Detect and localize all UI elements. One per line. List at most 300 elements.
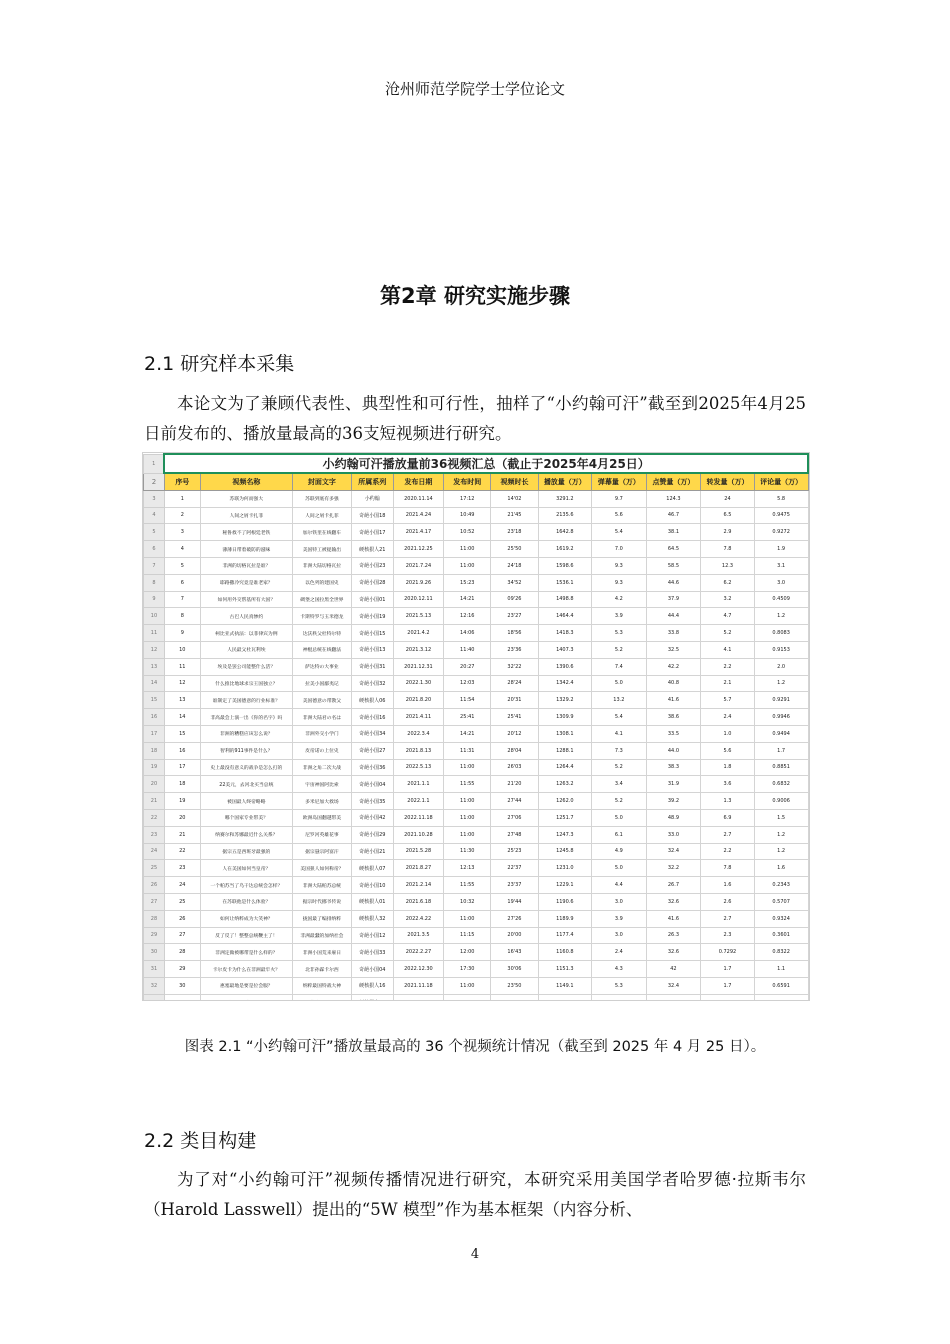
table-cell: 3 [164, 524, 200, 541]
table-cell: 28'24 [491, 675, 538, 692]
table-cell: 32.2 [646, 860, 701, 877]
table-cell: 1309.9 [538, 709, 592, 726]
table-cell: 25 [164, 893, 200, 910]
table-cell: 3.2 [701, 591, 755, 608]
table-cell: 宇宙神国阿比索 [293, 776, 352, 793]
table-cell: 41.6 [646, 692, 701, 709]
column-header: 封面文字 [293, 473, 352, 490]
table-cell: 4.2 [592, 591, 647, 608]
table-cell: 非洲定做被哪带是什么样的？ [200, 944, 292, 961]
table-cell: 北非孙霖卡尔西 [293, 961, 352, 978]
table-cell: 秘鲁救不了阿根廷老铁 [200, 524, 292, 541]
table-cell: 2021.4.2 [393, 625, 443, 642]
header-row: 2 序号 视频名称 封面文字 所属系列 发布日期 发布时间 视频时长 播放量（万） 弹幕量（万） 点赞量（万） 转发量（万） 评论量（万） [144, 473, 809, 490]
table-cell: 以色列的建国史 [293, 574, 352, 591]
table-cell: 5.6 [701, 742, 755, 759]
table-cell: 20'12 [491, 725, 538, 742]
table-cell: 48.9 [646, 809, 701, 826]
row-number: 11 [144, 625, 165, 642]
row-number: 23 [144, 826, 165, 843]
table-cell: 非洲大陆君の名は [293, 709, 352, 726]
table-row [144, 725, 809, 742]
row-number: 12 [144, 641, 165, 658]
table-cell: 27'44 [491, 793, 538, 810]
table-cell: 32.6 [646, 893, 701, 910]
table-cell: 1498.8 [538, 591, 592, 608]
row-number: 25 [144, 860, 165, 877]
table-cell: 21'45 [491, 507, 538, 524]
table-cell: 18 [164, 776, 200, 793]
table-cell: 苏联为何而强大 [200, 490, 292, 507]
table-cell: 7.0 [592, 541, 647, 558]
table-cell: 14:21 [444, 725, 491, 742]
row-number: 5 [144, 524, 165, 541]
table-cell: 人间之屑卡扎菲 [200, 507, 292, 524]
table-cell: 21 [164, 826, 200, 843]
table-cell: 非洲的切格瓦拉是谁？ [200, 557, 292, 574]
table-cell: 奇葩小国32 [351, 675, 393, 692]
table-cell: 23'18 [491, 524, 538, 541]
table-cell: 11 [164, 658, 200, 675]
table-cell: 5.2 [592, 793, 647, 810]
table-cell: 硬核狠人16 [351, 977, 393, 994]
table-cell: 5.0 [592, 675, 647, 692]
table-row [144, 692, 809, 709]
table-row [144, 524, 809, 541]
table-cell [393, 994, 443, 1001]
table-cell: 非洲的糟糕应该怎么说？ [200, 725, 292, 742]
table-cell: 17 [164, 759, 200, 776]
table-cell: 0.6591 [754, 977, 808, 994]
table-cell: 32.6 [646, 944, 701, 961]
table-cell: 奇葩小国42 [351, 809, 393, 826]
table-cell: 1342.4 [538, 675, 592, 692]
table-cell: 6 [164, 574, 200, 591]
table-cell: 反了反了！整整总统鞭主了！ [200, 927, 292, 944]
table-cell: 10:52 [444, 524, 491, 541]
table-cell: 人间之屑卡扎菲 [293, 507, 352, 524]
table-cell: 2022.5.13 [393, 759, 443, 776]
table-cell: 1642.8 [538, 524, 592, 541]
table-cell: 15 [164, 725, 200, 742]
table-cell: 38.6 [646, 709, 701, 726]
figure-caption: 图表 2.1 “小约翰可汗”播放量最高的 36 个视频统计情况（截至到 2025 年 4 月 25 日）。 [184, 1039, 766, 1055]
table-row [144, 927, 809, 944]
table-cell: 19'44 [491, 893, 538, 910]
table-cell: 2021.8.20 [393, 692, 443, 709]
table-cell: 1 [164, 490, 200, 507]
table-cell: 硬核狠人21 [351, 541, 393, 558]
table-cell: 奇葩小国19 [351, 608, 393, 625]
table-cell: 4.7 [701, 608, 755, 625]
table-cell: 26.7 [646, 877, 701, 894]
table-cell: 1536.1 [538, 574, 592, 591]
table-cell: 奇葩小国17 [351, 524, 393, 541]
table-cell: 非洲大陆切格瓦拉 [293, 557, 352, 574]
table-cell: 2.7 [701, 910, 755, 927]
table-row [144, 742, 809, 759]
table-cell: 2.7 [701, 826, 755, 843]
row-number: 14 [144, 675, 165, 692]
table-cell: 2020.11.14 [393, 490, 443, 507]
table-cell: 27'26 [491, 910, 538, 927]
table-cell: 38.1 [646, 524, 701, 541]
table-cell: 32.4 [646, 843, 701, 860]
table-cell: 奇葩小国33 [351, 944, 393, 961]
table-cell: 4 [164, 541, 200, 558]
table-cell: 1.9 [754, 541, 808, 558]
table-cell: 苏联到底有多强 [293, 490, 352, 507]
table-cell [491, 994, 538, 1001]
table-cell: 0.6832 [754, 776, 808, 793]
table-cell: 1177.4 [538, 927, 592, 944]
table-cell: 64.5 [646, 541, 701, 558]
row-number: 30 [144, 944, 165, 961]
table-cell: 2021.8.13 [393, 742, 443, 759]
table-cell: 奇葩小国36 [351, 759, 393, 776]
table-cell: 11:00 [444, 759, 491, 776]
table-cell: 欧洲岛国翻越带美 [293, 809, 352, 826]
column-header: 转发量（万） [701, 473, 755, 490]
table-cell: 26.3 [646, 927, 701, 944]
table-cell: 1418.3 [538, 625, 592, 642]
table-cell: 3.4 [592, 776, 647, 793]
table-cell: 3.0 [754, 574, 808, 591]
table-cell: 22 [164, 843, 200, 860]
table-cell: 0.8083 [754, 625, 808, 642]
table-cell: 1.2 [754, 843, 808, 860]
table-cell [701, 994, 755, 1001]
table-cell: 1390.6 [538, 658, 592, 675]
table-cell: 奇葩小国28 [351, 574, 393, 591]
table-cell: 5.3 [592, 977, 647, 994]
table-cell: 1407.3 [538, 641, 592, 658]
table-cell: 2022.11.18 [393, 809, 443, 826]
table-cell: 5.8 [754, 490, 808, 507]
table-cell: 美国狠人如何称帝？ [293, 860, 352, 877]
table-cell: 5.4 [592, 524, 647, 541]
table-cell: 2021.3.12 [393, 641, 443, 658]
table-cell: 4.1 [592, 725, 647, 742]
table-cell: 09'26 [491, 591, 538, 608]
table-cell: 硬核狠人06 [351, 692, 393, 709]
table-cell: 2.4 [701, 709, 755, 726]
table-row [144, 793, 809, 810]
row-number [144, 994, 165, 1001]
table-row [144, 877, 809, 894]
table-cell: 6.5 [701, 507, 755, 524]
table-cell: 据宗悬宗阿富汗 [293, 843, 352, 860]
table-cell: 25'50 [491, 541, 538, 558]
table-cell: 29 [164, 961, 200, 978]
table-cell: 13.2 [592, 692, 647, 709]
table-cell: 24'18 [491, 557, 538, 574]
table-row [144, 843, 809, 860]
table-row [144, 910, 809, 927]
table-cell: 2021.4.24 [393, 507, 443, 524]
table-cell: 尼罗河英雄花事 [293, 826, 352, 843]
table-cell: 5.4 [592, 709, 647, 726]
table-cell: 1.3 [701, 793, 755, 810]
table-cell: 1262.0 [538, 793, 592, 810]
table-cell: 1.7 [701, 961, 755, 978]
table-cell: 奇葩小国16 [351, 709, 393, 726]
table-cell: 2 [164, 507, 200, 524]
table-cell: 23'36 [491, 641, 538, 658]
table-cell: 什么推比地球求宗王国独立？ [200, 675, 292, 692]
table-row [144, 490, 809, 507]
section-heading-2-1: 2.1 研究样本采集 [144, 353, 295, 375]
table-cell: 1.2 [754, 826, 808, 843]
table-cell: 2022.1.30 [393, 675, 443, 692]
table-cell: 卡尔皮卡为什么在非洲最牢火？ [200, 961, 292, 978]
table-cell: 2021.10.28 [393, 826, 443, 843]
table-cell: 13 [164, 692, 200, 709]
table-cell: 24 [164, 877, 200, 894]
table-cell: 7 [164, 591, 200, 608]
table-row [144, 574, 809, 591]
table-cell: 12:16 [444, 608, 491, 625]
table-cell: 在苏联他是什么体验？ [200, 893, 292, 910]
table-cell: 达沃秩父杜特尔特 [293, 625, 352, 642]
table-cell: 23'27 [491, 608, 538, 625]
table-cell: 32.4 [646, 977, 701, 994]
table-row [144, 591, 809, 608]
table-cell: 11:00 [444, 809, 491, 826]
table-cell: 41.6 [646, 910, 701, 927]
table-row [144, 658, 809, 675]
table-cell: 奇葩小国04 [351, 961, 393, 978]
table-cell: 7.8 [701, 541, 755, 558]
table-cell: 2021.4.17 [393, 524, 443, 541]
table-cell: 纳赛尔和苏娜最近什么关系？ [200, 826, 292, 843]
table-cell: 0.9946 [754, 709, 808, 726]
row-number: 13 [144, 658, 165, 675]
table-cell: 美国特工被捉输出 [293, 541, 352, 558]
table-row [144, 994, 809, 1001]
table-cell: 38.3 [646, 759, 701, 776]
row-number: 18 [144, 742, 165, 759]
table-cell: 16'43 [491, 944, 538, 961]
video-stats-table [143, 453, 809, 1001]
table-cell: 4.1 [701, 641, 755, 658]
table-cell: 1.7 [701, 977, 755, 994]
table-cell: 23'37 [491, 877, 538, 894]
table-cell: 据宗时代挪爷传说 [293, 893, 352, 910]
table-cell: 20'31 [491, 692, 538, 709]
table-cell: 44.6 [646, 574, 701, 591]
table-cell: 5.7 [701, 692, 755, 709]
table-cell: 11:00 [444, 910, 491, 927]
table-cell: 2.4 [592, 944, 647, 961]
table-cell: 23 [164, 860, 200, 877]
table-cell: 33.8 [646, 625, 701, 642]
table-cell: 非洲外交小学门 [293, 725, 352, 742]
row-number: 28 [144, 910, 165, 927]
table-cell: 1251.7 [538, 809, 592, 826]
section-2-1-paragraph: 本论文为了兼顾代表性、典型性和可行性，抽样了“小约翰可汗”截至到2025年4月25日前发布的、播放量最高的36支短视频进行研究。 [144, 394, 806, 443]
table-cell: 小约翰 [351, 490, 393, 507]
table-cell: 7.8 [701, 860, 755, 877]
table-cell: 3.1 [754, 557, 808, 574]
table-cell: 6.2 [701, 574, 755, 591]
table-cell: 1288.1 [538, 742, 592, 759]
table-cell: 27'48 [491, 826, 538, 843]
table-cell: 5.3 [592, 625, 647, 642]
table-cell: 12.3 [701, 557, 755, 574]
column-header: 发布时间 [444, 473, 491, 490]
table-cell: 18'56 [491, 625, 538, 642]
table-cell: 14 [164, 709, 200, 726]
table-cell: 2021.11.18 [393, 977, 443, 994]
table-cell: 3291.2 [538, 490, 592, 507]
table-cell: 11:54 [444, 692, 491, 709]
table-cell: 0.5707 [754, 893, 808, 910]
table-cell: 30 [164, 977, 200, 994]
table-cell: 1329.2 [538, 692, 592, 709]
table-cell: 加尔铁里在线翻车 [293, 524, 352, 541]
table-cell: 奇葩小国21 [351, 843, 393, 860]
table-cell: 2022.2.27 [393, 944, 443, 961]
table-cell: 11:00 [444, 826, 491, 843]
table-cell: 26'03 [491, 759, 538, 776]
table-cell: 奇葩小国31 [351, 658, 393, 675]
table-row [144, 977, 809, 994]
table-cell: 30'06 [491, 961, 538, 978]
table-cell: 1619.2 [538, 541, 592, 558]
section-heading-2-2: 2.2 类目构建 [144, 1130, 257, 1152]
table-cell: 奇葩小国13 [351, 641, 393, 658]
table-cell: 28'04 [491, 742, 538, 759]
row-number: 10 [144, 608, 165, 625]
table-cell: 惠塞最地是要是位会服？ [200, 977, 292, 994]
table-row [144, 826, 809, 843]
table-cell: 2021.8.27 [393, 860, 443, 877]
row-number: 9 [144, 591, 165, 608]
table-cell: 7.4 [592, 658, 647, 675]
table-cell: 9.3 [592, 574, 647, 591]
table-cell: 1.5 [754, 809, 808, 826]
table-cell: 一个帕苏当了乌干达总统会怎样？ [200, 877, 292, 894]
table-cell: 5.6 [592, 507, 647, 524]
table-cell: 耶路撒冷究竟是谁老家？ [200, 574, 292, 591]
table-cell: 1308.1 [538, 725, 592, 742]
table-cell: 萨达特の大事业 [293, 658, 352, 675]
table-cell: 58.5 [646, 557, 701, 574]
table-cell: 被国最人终帝略略 [200, 793, 292, 810]
table-cell: 1.6 [701, 877, 755, 894]
table-cell: 10:49 [444, 507, 491, 524]
table-cell: 1190.6 [538, 893, 592, 910]
table-cell: 9 [164, 625, 200, 642]
row-number: 29 [144, 927, 165, 944]
table-cell: 9.7 [592, 490, 647, 507]
table-cell: 5.0 [592, 809, 647, 826]
table-cell: 2.2 [701, 843, 755, 860]
table-cell: 非洲最蠢的加纳社会 [293, 927, 352, 944]
table-cell: 2021.6.18 [393, 893, 443, 910]
row-number: 22 [144, 809, 165, 826]
table-cell: 3.0 [592, 893, 647, 910]
table-cell: 6.1 [592, 826, 647, 843]
table-row [144, 860, 809, 877]
table-cell: 1247.3 [538, 826, 592, 843]
table-cell: 奇葩小国34 [351, 725, 393, 742]
table-row [144, 675, 809, 692]
table-cell: 2.1 [701, 675, 755, 692]
table-cell: 3.6 [701, 776, 755, 793]
table-cell: 1231.0 [538, 860, 592, 877]
table-cell: 2.9 [701, 524, 755, 541]
table-cell [592, 994, 647, 1001]
table-row [144, 961, 809, 978]
row-number: 16 [144, 709, 165, 726]
table-cell: 1.6 [754, 860, 808, 877]
table-cell: 16 [164, 742, 200, 759]
table-cell: 10 [164, 641, 200, 658]
table-cell: 9.3 [592, 557, 647, 574]
table-cell: 非洲小国荒来雇日 [293, 944, 352, 961]
table-cell: 2021.12.25 [393, 541, 443, 558]
table-cell: 1245.8 [538, 843, 592, 860]
table-cell: 2020.12.11 [393, 591, 443, 608]
row-number: 26 [144, 877, 165, 894]
table-cell: 32.5 [646, 641, 701, 658]
table-cell: 20 [164, 809, 200, 826]
table-cell: 人在美国如何当皇帝？ [200, 860, 292, 877]
table-cell: 拢国最了编排纳粹 [293, 910, 352, 927]
row-number: 17 [144, 725, 165, 742]
table-cell: 哪个国家专业带美？ [200, 809, 292, 826]
table-cell: 史上最没有意义的战争是怎么打的 [200, 759, 292, 776]
table-cell: 硬核狠人01 [351, 893, 393, 910]
table-cell: 1.0 [701, 725, 755, 742]
table-cell: 15:23 [444, 574, 491, 591]
table-cell: 14:21 [444, 591, 491, 608]
table-cell: 20:27 [444, 658, 491, 675]
table-cell: 11:00 [444, 541, 491, 558]
table-cell: 柯比亚式执法：以菲律宾为例 [200, 625, 292, 642]
figure-spreadsheet [142, 452, 810, 1001]
table-cell: 1464.4 [538, 608, 592, 625]
table-cell: 奇葩小国15 [351, 625, 393, 642]
table-cell: 奇葩小国27 [351, 742, 393, 759]
table-cell: 124.3 [646, 490, 701, 507]
table-row [144, 944, 809, 961]
sheet-title: 小约翰可汗播放量前36视频汇总（截止于2025年4月25日） [164, 454, 808, 473]
table-cell [646, 994, 701, 1001]
table-cell: 2021.3.5 [393, 927, 443, 944]
table-cell: 硬核狠人07 [351, 860, 393, 877]
table-cell: 如何让纳粹成为大笑神？ [200, 910, 292, 927]
table-cell: 非高最会上演一出《你的名字》吗 [200, 709, 292, 726]
table-cell: 25:41 [444, 709, 491, 726]
table-cell: 1160.8 [538, 944, 592, 961]
column-header: 视频名称 [200, 473, 292, 490]
table-cell: 11:31 [444, 742, 491, 759]
table-cell [200, 994, 292, 1001]
table-cell: 碉堡之国拉黑全世界 [293, 591, 352, 608]
table-cell: 硬核狠人32 [351, 910, 393, 927]
table-row [144, 557, 809, 574]
row-number: 21 [144, 793, 165, 810]
table-cell: 1.8 [701, 759, 755, 776]
table-cell [538, 994, 592, 1001]
table-cell: 40.8 [646, 675, 701, 692]
table-row [144, 776, 809, 793]
table-row [144, 759, 809, 776]
table-cell: 5.2 [701, 625, 755, 642]
